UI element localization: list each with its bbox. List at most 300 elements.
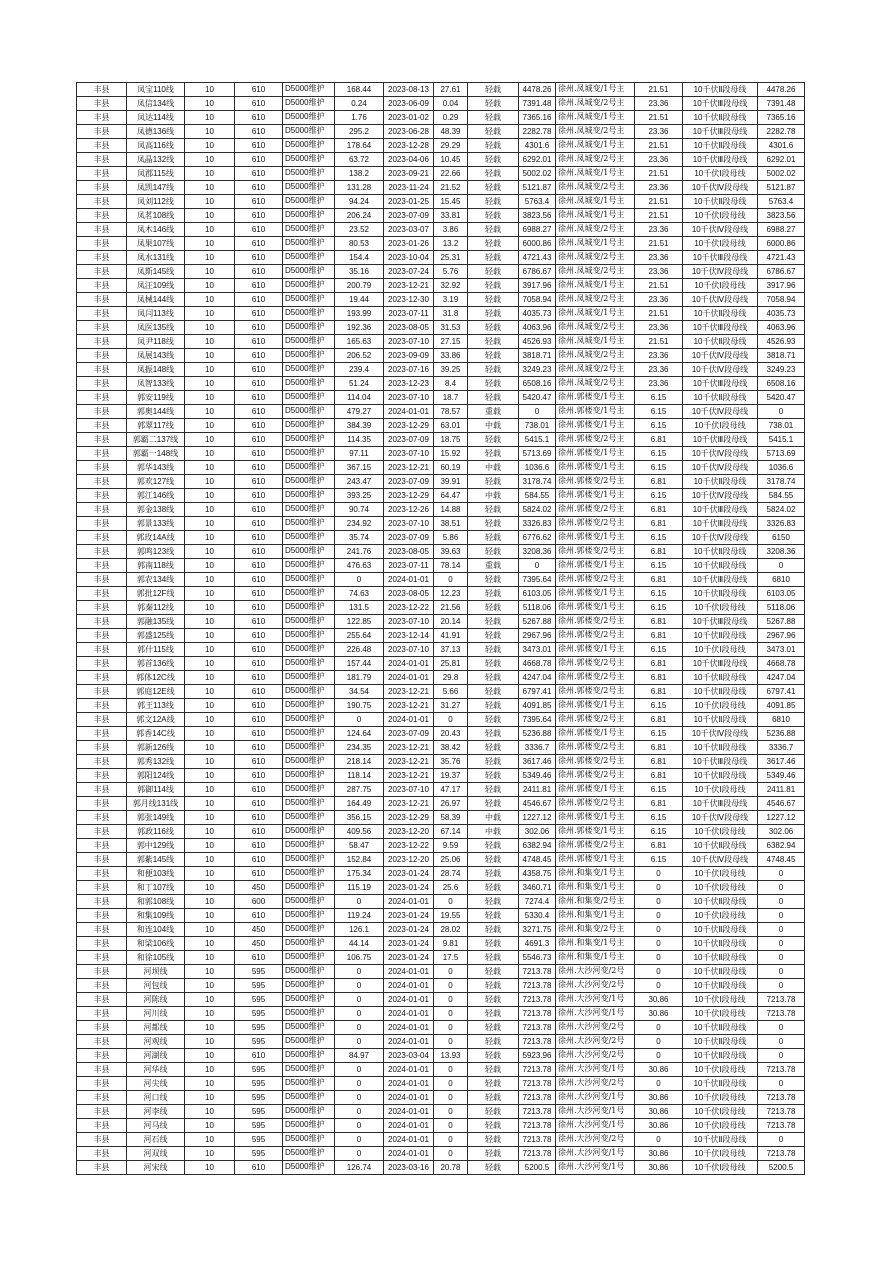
- table-cell: 4526.93: [758, 335, 805, 349]
- table-cell: 18.75: [434, 433, 468, 447]
- table-cell: 2023-03-16: [384, 1161, 434, 1175]
- table-cell: 0: [758, 895, 805, 909]
- table-cell: 徐州.郭楼变/1号主: [556, 405, 635, 419]
- table-cell: 6776.62: [519, 531, 556, 545]
- table-cell: 轻载: [468, 657, 519, 671]
- table-cell: 10千伏Ⅱ段母线: [683, 685, 758, 699]
- table-cell: 轻载: [468, 139, 519, 153]
- table-cell: 凤闫113线: [127, 307, 185, 321]
- table-row: [77, 307, 805, 321]
- table-cell: 轻载: [468, 517, 519, 531]
- table-cell: 35.74: [335, 531, 384, 545]
- table-cell: 丰县: [77, 153, 127, 167]
- table-cell: 287.75: [335, 783, 384, 797]
- table-cell: 10千伏Ⅰ段母线: [683, 209, 758, 223]
- table-cell: 2024-01-01: [384, 965, 434, 979]
- table-cell: 徐州.郭楼变/2号主: [556, 475, 635, 489]
- table-cell: 10: [185, 1161, 235, 1175]
- table-cell: 25.06: [434, 853, 468, 867]
- table-cell: 10千伏Ⅰ段母线: [683, 1091, 758, 1105]
- table-cell: 丰县: [77, 293, 127, 307]
- table-cell: 2023-11-24: [384, 181, 434, 195]
- table-cell: 610: [235, 601, 283, 615]
- table-cell: 10千伏Ⅱ段母线: [683, 895, 758, 909]
- table-cell: 徐州.和集变/1号主: [556, 909, 635, 923]
- table-cell: 0: [519, 405, 556, 419]
- table-cell: 丰县: [77, 349, 127, 363]
- table-cell: 0: [635, 1133, 683, 1147]
- table-cell: 4035.73: [519, 307, 556, 321]
- table-cell: 610: [235, 1161, 283, 1175]
- table-cell: 226.48: [335, 643, 384, 657]
- table-cell: 21.51: [635, 209, 683, 223]
- table-cell: 610: [235, 825, 283, 839]
- table-cell: 0: [434, 1035, 468, 1049]
- table-cell: 610: [235, 377, 283, 391]
- table-cell: 63.01: [434, 419, 468, 433]
- table-cell: 轻载: [468, 363, 519, 377]
- table-cell: 徐州.郭楼变/2号主: [556, 671, 635, 685]
- table-cell: 47.17: [434, 783, 468, 797]
- table-cell: 3336.7: [519, 741, 556, 755]
- table-cell: 徐州.凤城变/2号主: [556, 97, 635, 111]
- table-cell: 0.24: [335, 97, 384, 111]
- table-cell: 10: [185, 909, 235, 923]
- table-cell: 轻载: [468, 853, 519, 867]
- table-cell: 丰县: [77, 839, 127, 853]
- table-cell: 5415.1: [519, 433, 556, 447]
- table-cell: D5000维护: [283, 601, 335, 615]
- table-cell: 6000.86: [519, 237, 556, 251]
- table-row: [77, 377, 805, 391]
- table-cell: 4668.78: [758, 657, 805, 671]
- table-cell: 丰县: [77, 993, 127, 1007]
- table-cell: 2023-01-24: [384, 923, 434, 937]
- table-cell: 徐州.郭楼变/1号主: [556, 559, 635, 573]
- table-cell: 610: [235, 209, 283, 223]
- table-cell: 10千伏Ⅲ段母线: [683, 251, 758, 265]
- table-cell: 2967.96: [519, 629, 556, 643]
- table-cell: 10: [185, 1021, 235, 1035]
- table-cell: 徐州.大沙河变/2号: [556, 1049, 635, 1063]
- table-cell: D5000维护: [283, 741, 335, 755]
- table-cell: 2023-07-10: [384, 335, 434, 349]
- table-cell: 78.14: [434, 559, 468, 573]
- table-cell: D5000维护: [283, 181, 335, 195]
- table-cell: 6292.01: [519, 153, 556, 167]
- table-cell: 徐州.郭楼变/2号主: [556, 741, 635, 755]
- table-cell: 10: [185, 111, 235, 125]
- table-row: [77, 447, 805, 461]
- table-cell: 6.81: [635, 755, 683, 769]
- table-cell: 10千伏Ⅱ段母线: [683, 83, 758, 97]
- table-cell: 10: [185, 755, 235, 769]
- table-cell: 63.72: [335, 153, 384, 167]
- table-cell: 郭月线131线: [127, 797, 185, 811]
- table-cell: 2023-12-23: [384, 377, 434, 391]
- table-cell: 丰县: [77, 965, 127, 979]
- table-cell: 10: [185, 419, 235, 433]
- table-cell: 9.59: [434, 839, 468, 853]
- table-cell: 10: [185, 713, 235, 727]
- table-cell: 10: [185, 349, 235, 363]
- table-cell: 10: [185, 335, 235, 349]
- table-cell: 10: [185, 1077, 235, 1091]
- table-row: [77, 125, 805, 139]
- table-cell: 2282.78: [758, 125, 805, 139]
- table-row: [77, 265, 805, 279]
- table-cell: 轻载: [468, 335, 519, 349]
- table-cell: 30.86: [635, 1063, 683, 1077]
- table-cell: 丰县: [77, 1021, 127, 1035]
- table-cell: 610: [235, 573, 283, 587]
- table-cell: 7274.4: [519, 895, 556, 909]
- table-cell: D5000维护: [283, 629, 335, 643]
- table-cell: 3473.01: [519, 643, 556, 657]
- table-cell: 和丁107线: [127, 881, 185, 895]
- table-cell: 10: [185, 503, 235, 517]
- table-cell: 5118.06: [519, 601, 556, 615]
- table-cell: 5824.02: [758, 503, 805, 517]
- table-cell: 10: [185, 573, 235, 587]
- table-cell: D5000维护: [283, 265, 335, 279]
- table-cell: 轻载: [468, 377, 519, 391]
- table-cell: 6810: [758, 573, 805, 587]
- table-cell: 轻载: [468, 1007, 519, 1021]
- table-cell: 0: [335, 1105, 384, 1119]
- table-cell: 1227.12: [758, 811, 805, 825]
- table-cell: 21.51: [635, 167, 683, 181]
- table-cell: D5000维护: [283, 545, 335, 559]
- table-cell: 轻载: [468, 937, 519, 951]
- table-cell: 10: [185, 769, 235, 783]
- table-cell: 29.29: [434, 139, 468, 153]
- table-cell: 595: [235, 1021, 283, 1035]
- table-cell: 轻载: [468, 881, 519, 895]
- table-cell: 10千伏Ⅱ段母线: [683, 923, 758, 937]
- table-cell: 河陈线: [127, 993, 185, 1007]
- table-cell: 郭安119线: [127, 391, 185, 405]
- table-cell: 165.63: [335, 335, 384, 349]
- table-cell: 3617.46: [758, 755, 805, 769]
- table-cell: 26.97: [434, 797, 468, 811]
- table-cell: 0: [758, 951, 805, 965]
- table-cell: 35.76: [434, 755, 468, 769]
- table-cell: 郭霸一148线: [127, 447, 185, 461]
- table-cell: 10: [185, 685, 235, 699]
- table-row: [77, 811, 805, 825]
- table-cell: 10: [185, 895, 235, 909]
- table-cell: 河宋线: [127, 1161, 185, 1175]
- table-cell: 7213.78: [519, 1007, 556, 1021]
- table-cell: 610: [235, 1049, 283, 1063]
- table-cell: D5000维护: [283, 1091, 335, 1105]
- table-cell: 3178.74: [519, 475, 556, 489]
- table-row: [77, 951, 805, 965]
- table-cell: 5002.02: [519, 167, 556, 181]
- table-cell: 10千伏Ⅱ段母线: [683, 139, 758, 153]
- table-cell: 234.35: [335, 741, 384, 755]
- table-cell: 徐州.凤城变/1号主: [556, 167, 635, 181]
- table-cell: 2023-09-09: [384, 349, 434, 363]
- table-cell: 丰县: [77, 923, 127, 937]
- table-cell: 轻载: [468, 209, 519, 223]
- table-cell: 38.51: [434, 517, 468, 531]
- table-cell: 5200.5: [758, 1161, 805, 1175]
- table-row: [77, 195, 805, 209]
- table-cell: 1227.12: [519, 811, 556, 825]
- table-cell: D5000维护: [283, 517, 335, 531]
- table-cell: 94.24: [335, 195, 384, 209]
- table-cell: 10千伏Ⅱ段母线: [683, 741, 758, 755]
- table-cell: 徐州.和集变/2号主: [556, 923, 635, 937]
- table-cell: D5000维护: [283, 573, 335, 587]
- table-cell: 0: [434, 1007, 468, 1021]
- table-cell: 29.8: [434, 671, 468, 685]
- table-cell: 2023-08-05: [384, 587, 434, 601]
- table-cell: 157.44: [335, 657, 384, 671]
- table-cell: 丰县: [77, 405, 127, 419]
- table-cell: 轻载: [468, 223, 519, 237]
- table-cell: 154.4: [335, 251, 384, 265]
- table-cell: 0: [758, 923, 805, 937]
- table-cell: 6.15: [635, 405, 683, 419]
- table-cell: 10: [185, 97, 235, 111]
- table-cell: 河尖线: [127, 1077, 185, 1091]
- table-cell: 徐州.凤城变/1号主: [556, 335, 635, 349]
- table-cell: 610: [235, 489, 283, 503]
- table-cell: D5000维护: [283, 363, 335, 377]
- table-cell: 轻载: [468, 265, 519, 279]
- table-cell: 2411.81: [519, 783, 556, 797]
- table-cell: 18.7: [434, 391, 468, 405]
- table-cell: 0: [434, 965, 468, 979]
- table-cell: 8.4: [434, 377, 468, 391]
- table-cell: 595: [235, 1007, 283, 1021]
- table-cell: 200.79: [335, 279, 384, 293]
- table-cell: 2023-03-04: [384, 1049, 434, 1063]
- table-cell: 0: [758, 1133, 805, 1147]
- table-cell: 6150: [758, 531, 805, 545]
- table-cell: 64.47: [434, 489, 468, 503]
- table-cell: 3818.71: [519, 349, 556, 363]
- table-cell: 31.53: [434, 321, 468, 335]
- table-cell: 10: [185, 1049, 235, 1063]
- table-row: [77, 475, 805, 489]
- table-cell: 126.1: [335, 923, 384, 937]
- table-cell: 0: [635, 923, 683, 937]
- table-cell: 3818.71: [758, 349, 805, 363]
- table-cell: 10千伏Ⅲ段母线: [683, 153, 758, 167]
- table-cell: 徐州.大沙河变/1号: [556, 1063, 635, 1077]
- table-cell: 31.27: [434, 699, 468, 713]
- table-cell: 7213.78: [519, 1133, 556, 1147]
- table-cell: 郭江146线: [127, 489, 185, 503]
- table-cell: 凤尹118线: [127, 335, 185, 349]
- table-cell: D5000维护: [283, 713, 335, 727]
- table-cell: 轻载: [468, 783, 519, 797]
- table-cell: 610: [235, 643, 283, 657]
- table-row: [77, 1105, 805, 1119]
- table-cell: 2023-06-28: [384, 125, 434, 139]
- table-row: [77, 699, 805, 713]
- table-cell: 19.55: [434, 909, 468, 923]
- table-cell: 5713.69: [519, 447, 556, 461]
- table-cell: 58.39: [434, 811, 468, 825]
- table-cell: 10: [185, 363, 235, 377]
- table-row: [77, 867, 805, 881]
- table-cell: 轻载: [468, 797, 519, 811]
- table-cell: 2023-10-04: [384, 251, 434, 265]
- table-cell: 轻载: [468, 741, 519, 755]
- table-cell: 徐州.大沙河变/2号: [556, 979, 635, 993]
- table-cell: 2023-07-11: [384, 307, 434, 321]
- table-cell: 丰县: [77, 517, 127, 531]
- table-cell: 10: [185, 307, 235, 321]
- table-cell: 0: [434, 979, 468, 993]
- table-row: [77, 671, 805, 685]
- table-cell: D5000维护: [283, 139, 335, 153]
- table-cell: 19.37: [434, 769, 468, 783]
- table-cell: 41.91: [434, 629, 468, 643]
- table-cell: 郭翠117线: [127, 419, 185, 433]
- table-cell: 7213.78: [758, 1105, 805, 1119]
- table-cell: 丰县: [77, 223, 127, 237]
- table-cell: 2023-12-28: [384, 139, 434, 153]
- table-cell: 6.15: [635, 419, 683, 433]
- table-cell: 164.49: [335, 797, 384, 811]
- table-cell: 徐州.大沙河变/2号: [556, 1077, 635, 1091]
- table-cell: 丰县: [77, 531, 127, 545]
- table-cell: D5000维护: [283, 657, 335, 671]
- table-cell: 2023-07-09: [384, 475, 434, 489]
- table-cell: 丰县: [77, 1063, 127, 1077]
- table-cell: 10千伏Ⅲ段母线: [683, 503, 758, 517]
- table-cell: 5349.46: [519, 769, 556, 783]
- table-cell: 郭批12F线: [127, 587, 185, 601]
- table-cell: 徐州.郭楼变/2号主: [556, 615, 635, 629]
- table-cell: D5000维护: [283, 97, 335, 111]
- table-cell: D5000维护: [283, 895, 335, 909]
- table-cell: 3.86: [434, 223, 468, 237]
- table-cell: 河都线: [127, 1021, 185, 1035]
- table-cell: 10千伏Ⅱ段母线: [683, 937, 758, 951]
- table-cell: D5000维护: [283, 1063, 335, 1077]
- table-cell: 2023-01-24: [384, 937, 434, 951]
- table-cell: D5000维护: [283, 755, 335, 769]
- table-cell: 25.81: [434, 657, 468, 671]
- table-cell: 14.88: [434, 503, 468, 517]
- table-cell: 2023-12-21: [384, 741, 434, 755]
- table-cell: 徐州.和集变/1号主: [556, 881, 635, 895]
- table-cell: 39.91: [434, 475, 468, 489]
- table-cell: 徐州.凤城变/2号主: [556, 153, 635, 167]
- table-cell: 7058.94: [758, 293, 805, 307]
- table-cell: D5000维护: [283, 111, 335, 125]
- table-cell: 384.39: [335, 419, 384, 433]
- table-row: [77, 545, 805, 559]
- table-cell: 0: [335, 1133, 384, 1147]
- table-cell: 2023-07-11: [384, 559, 434, 573]
- table-cell: 34.54: [335, 685, 384, 699]
- table-cell: D5000维护: [283, 321, 335, 335]
- table-cell: 徐州.郭楼变/2号主: [556, 503, 635, 517]
- table-cell: 丰县: [77, 1119, 127, 1133]
- table-cell: 郭香14C线: [127, 727, 185, 741]
- table-cell: 丰县: [77, 307, 127, 321]
- table-cell: 6103.05: [519, 587, 556, 601]
- table-cell: 轻载: [468, 181, 519, 195]
- table-row: [77, 825, 805, 839]
- table-cell: 丰县: [77, 643, 127, 657]
- table-cell: 10: [185, 797, 235, 811]
- table-row: [77, 979, 805, 993]
- table-cell: 23.36: [635, 293, 683, 307]
- table-cell: 23.36: [635, 125, 683, 139]
- table-cell: 5415.1: [758, 433, 805, 447]
- table-row: [77, 111, 805, 125]
- table-cell: 114.35: [335, 433, 384, 447]
- table-cell: 中载: [468, 461, 519, 475]
- table-cell: 0: [635, 1077, 683, 1091]
- table-cell: 10: [185, 1133, 235, 1147]
- table-cell: 7213.78: [758, 1007, 805, 1021]
- table-cell: 轻载: [468, 685, 519, 699]
- table-cell: 河坝线: [127, 965, 185, 979]
- table-cell: 徐州.郭楼变/1号主: [556, 461, 635, 475]
- table-cell: 徐州.凤城变/2号主: [556, 223, 635, 237]
- table-cell: 轻载: [468, 993, 519, 1007]
- table-row: [77, 993, 805, 1007]
- table-cell: D5000维护: [283, 1077, 335, 1091]
- table-cell: 30.86: [635, 1147, 683, 1161]
- table-cell: 2023-03-07: [384, 223, 434, 237]
- table-cell: 302.06: [758, 825, 805, 839]
- table-cell: 131.5: [335, 601, 384, 615]
- table-cell: 10: [185, 951, 235, 965]
- table-cell: 徐州.郭楼变/2号主: [556, 769, 635, 783]
- table-cell: 4091.85: [519, 699, 556, 713]
- table-cell: 4478.26: [758, 83, 805, 97]
- table-cell: 10千伏Ⅱ段母线: [683, 545, 758, 559]
- table-row: [77, 1007, 805, 1021]
- table-cell: 10: [185, 937, 235, 951]
- table-cell: 徐州.郭楼变/2号主: [556, 839, 635, 853]
- table-cell: 610: [235, 811, 283, 825]
- table-cell: 轻载: [468, 237, 519, 251]
- table-cell: 5420.47: [519, 391, 556, 405]
- table-row: [77, 279, 805, 293]
- table-cell: 610: [235, 223, 283, 237]
- table-cell: 丰县: [77, 181, 127, 195]
- table-cell: 10千伏Ⅱ段母线: [683, 629, 758, 643]
- table-cell: 徐州.郭楼变/2号主: [556, 657, 635, 671]
- table-cell: 6797.41: [519, 685, 556, 699]
- table-cell: 郭王113线: [127, 699, 185, 713]
- table-cell: 徐州.郭楼变/2号主: [556, 755, 635, 769]
- table-cell: 轻载: [468, 447, 519, 461]
- table-cell: 轻载: [468, 923, 519, 937]
- table-cell: D5000维护: [283, 559, 335, 573]
- table-cell: 重载: [468, 405, 519, 419]
- table-cell: 192.36: [335, 321, 384, 335]
- table-cell: 2024-01-01: [384, 993, 434, 1007]
- table-cell: 0: [635, 1049, 683, 1063]
- table-cell: 2023-12-29: [384, 419, 434, 433]
- table-cell: 郭玫14A线: [127, 531, 185, 545]
- table-cell: 徐州.凤城变/1号主: [556, 111, 635, 125]
- table-cell: 丰县: [77, 265, 127, 279]
